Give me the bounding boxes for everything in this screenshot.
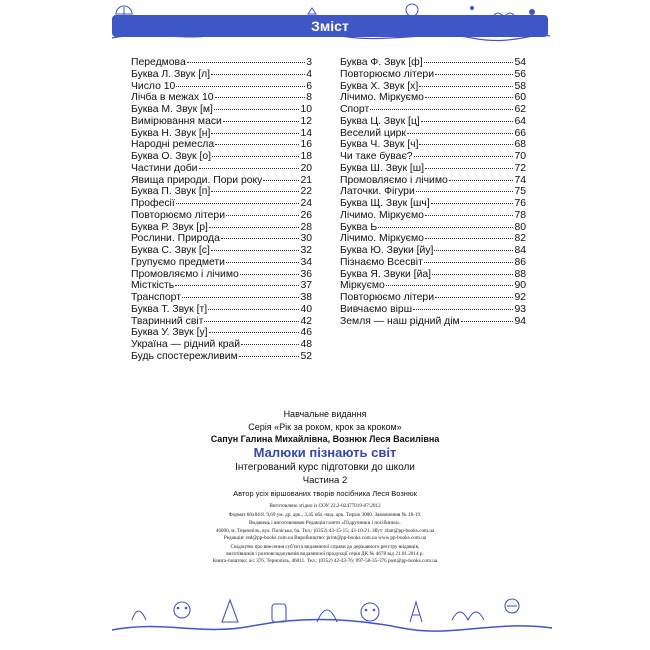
toc-entry xyxy=(131,327,312,339)
toc-column-right xyxy=(340,57,526,327)
toc-leader-dots xyxy=(223,121,300,122)
toc-entry-title: Буква П. Звук [п] xyxy=(131,186,211,198)
toc-leader-dots xyxy=(461,321,514,322)
toc-entry-page: 93 xyxy=(514,303,526,315)
toc-entry-title: Повторюємо літери xyxy=(340,292,435,303)
toc-leader-dots xyxy=(424,62,514,63)
series-name: Серія «Рік за роком, крок за кроком» xyxy=(248,422,402,432)
toc-entry-page: 34 xyxy=(300,256,312,268)
toc-leader-dots xyxy=(208,309,299,310)
toc-leader-dots xyxy=(425,215,514,216)
toc-leader-dots xyxy=(432,274,513,275)
toc-entry xyxy=(340,116,526,128)
toc-entry-page: 48 xyxy=(300,339,312,350)
toc-entry xyxy=(131,316,312,328)
toc-entry-page: 28 xyxy=(300,221,312,233)
toc-entry-title: Повторюємо літери xyxy=(131,209,226,221)
toc-leader-dots xyxy=(214,109,299,110)
toc-entry xyxy=(131,339,312,351)
fine-print-line: Книга-поштою: а/с 376, Тернопіль, 46011. Тел.: (0352) 42-43-76; 097-50-35-376 post@pp-books.com.ua xyxy=(212,558,438,564)
toc-leader-dots xyxy=(241,344,299,345)
fine-print-line: Редакція: red@pp-books.com.ua Виробництво: print@pp-books.com.ua www.pp-books.com.ua xyxy=(223,535,427,541)
toc-entry-page: 78 xyxy=(514,209,526,221)
toc-entry xyxy=(131,222,312,234)
toc-entry-page: 92 xyxy=(514,292,526,303)
toc-leader-dots xyxy=(378,227,513,228)
toc-leader-dots xyxy=(221,238,300,239)
toc-entry-page: 54 xyxy=(514,57,526,68)
toc-entry-title: Буква Ц. Звук [ц] xyxy=(340,115,420,127)
toc-entry-page: 14 xyxy=(300,127,312,139)
fine-print-line: виготівників і розповсюджувачів видавничої продукції серія ДК № 4678 від 21.01.2014 р. xyxy=(226,551,424,557)
toc-entry-page: 12 xyxy=(300,115,312,127)
toc-entry-title: Міркуємо xyxy=(340,280,385,292)
toc-entry-title: Явища природи. Пори року xyxy=(131,174,263,186)
toc-entry-page: 16 xyxy=(300,139,312,151)
toc-entry-title: Лічимо. Міркуємо xyxy=(340,209,424,221)
toc-entry-title: Число 10 xyxy=(131,80,176,92)
toc-entry xyxy=(340,316,526,328)
toc-entry-title: Спорт xyxy=(340,104,370,115)
toc-leader-dots xyxy=(211,74,305,75)
toc-entry-title: Україна — рідний край xyxy=(131,339,241,350)
toc-entry xyxy=(340,81,526,93)
fine-print-line: Виготовлено згідно із СОУ 22.2-02477019-07:2012 xyxy=(269,503,381,509)
toc-leader-dots xyxy=(199,168,300,169)
toc-entry-page: 46 xyxy=(300,327,312,339)
toc-leader-dots xyxy=(414,156,514,157)
toc-entry xyxy=(131,151,312,163)
toc-entry-page: 62 xyxy=(514,104,526,115)
toc-entry xyxy=(131,139,312,151)
toc-leader-dots xyxy=(425,238,514,239)
toc-entry xyxy=(131,292,312,304)
toc-leader-dots xyxy=(175,285,299,286)
toc-entry-title: Буква Ф. Звук [ф] xyxy=(340,57,423,68)
toc-leader-dots xyxy=(209,332,300,333)
toc-entry-page: 70 xyxy=(514,151,526,162)
toc-entry-page: 82 xyxy=(514,233,526,245)
toc-leader-dots xyxy=(211,191,299,192)
toc-entry xyxy=(340,151,526,163)
toc-entry-title: Лічба в межах 10 xyxy=(131,92,214,104)
toc-leader-dots xyxy=(211,133,299,134)
toc-entry-page: 8 xyxy=(306,92,312,104)
toc-entry-page: 40 xyxy=(300,303,312,315)
toc-entry-title: Буква Х. Звук [х] xyxy=(340,80,419,92)
toc-entry-title: Чи таке буває? xyxy=(340,151,413,162)
toc-entry xyxy=(131,233,312,245)
toc-leader-dots xyxy=(215,97,306,98)
toc-leader-dots xyxy=(215,144,299,145)
toc-entry-title: Тваринний світ xyxy=(131,315,204,327)
edition-type: Навчальне видання xyxy=(283,409,367,419)
toc-entry xyxy=(131,198,312,210)
authors: Сапун Галина Михайлівна, Вознюк Леся Василівна xyxy=(210,434,440,444)
toc-entry-title: Буква Н. Звук [н] xyxy=(131,127,211,139)
toc-entry-title: Буква Ч. Звук [ч] xyxy=(340,139,419,151)
toc-entry-title: Місткість xyxy=(131,280,175,292)
book-subtitle: Інтегрований курс підготовки до школи xyxy=(235,462,415,473)
toc-entry-page: 75 xyxy=(514,186,526,198)
toc-leader-dots xyxy=(419,86,513,87)
toc-entry-page: 56 xyxy=(514,68,526,80)
toc-entry-page: 74 xyxy=(514,174,526,186)
toc-entry-page: 32 xyxy=(300,245,312,256)
toc-leader-dots xyxy=(176,203,300,204)
toc-leader-dots xyxy=(240,274,300,275)
toc-entry-title: Латочки. Фігури xyxy=(340,186,415,198)
toc-leader-dots xyxy=(425,97,514,98)
toc-leader-dots xyxy=(431,203,514,204)
toc-entry-title: Лічимо. Міркуємо xyxy=(340,233,424,245)
book-title: Малюки пізнають світ xyxy=(253,445,397,460)
toc-entry-page: 37 xyxy=(300,280,312,292)
toc-entry-page: 42 xyxy=(300,315,312,327)
toc-entry-page: 64 xyxy=(514,115,526,127)
toc-entry-title: Буква Щ. Звук [шч] xyxy=(340,198,430,209)
toc-leader-dots xyxy=(209,227,300,228)
toc-entry xyxy=(340,128,526,140)
toc-leader-dots xyxy=(386,285,514,286)
toc-entry xyxy=(131,128,312,140)
toc-leader-dots xyxy=(204,321,299,322)
toc-leader-dots xyxy=(226,262,299,263)
toc-leader-dots xyxy=(421,121,514,122)
toc-entry-title: Буква С. Звук [с] xyxy=(131,245,210,256)
toc-leader-dots xyxy=(416,191,514,192)
toc-entry xyxy=(340,69,526,81)
toc-entry xyxy=(340,57,526,69)
toc-entry-title: Рослини. Природа xyxy=(131,233,220,245)
toc-entry-title: Земля — наш рідний дім xyxy=(340,315,460,327)
toc-entry xyxy=(131,269,312,281)
toc-entry xyxy=(340,175,526,187)
toc-entry-title: Будь спостережливим xyxy=(131,350,238,362)
toc-entry-title: Лічимо. Міркуємо xyxy=(340,92,424,104)
toc-entry-title: Буква М. Звук [м] xyxy=(131,104,213,115)
toc-entry xyxy=(131,81,312,93)
toc-entry-page: 24 xyxy=(300,198,312,209)
toc-entry-page: 88 xyxy=(514,268,526,280)
toc-leader-dots xyxy=(176,86,305,87)
fine-print-line: 46000, м. Тернопіль, вул. Поліська, 6а. Тел.: (0352) 43-15-15; 43-10-21. Збут: zbut@pp-books.com.ua xyxy=(215,528,435,534)
toc-entry-title: Буква Ш. Звук [ш] xyxy=(340,162,425,174)
toc-entry-title: Буква Ю. Звуки [йу] xyxy=(340,245,434,256)
toc-entry-page: 38 xyxy=(300,292,312,303)
toc-entry-title: Пізнаємо Всесвіт xyxy=(340,256,423,268)
toc-leader-dots xyxy=(211,250,300,251)
poems-author: Автор усіх віршованих творів посібника Леся Вознюк xyxy=(233,489,417,498)
toc-entry-title: Народні ремесла xyxy=(131,139,215,151)
toc-entry xyxy=(131,304,312,316)
toc-entry xyxy=(340,198,526,210)
toc-entry xyxy=(131,104,312,116)
toc-entry xyxy=(131,245,312,257)
toc-entry-title: Промовляємо і лічимо xyxy=(340,174,448,186)
toc-entry-title: Транспорт xyxy=(131,292,181,303)
toc-entry-page: 4 xyxy=(306,68,312,80)
toc-entry xyxy=(340,163,526,175)
fine-print-line: Видавець і виготовлювач Редакція газети «Підручники і посібники». xyxy=(248,520,402,526)
toc-entry-page: 52 xyxy=(300,350,312,362)
toc-entry xyxy=(131,116,312,128)
toc-entry-title: Буква У. Звук [у] xyxy=(131,327,208,339)
toc-entry xyxy=(131,163,312,175)
toc-entry-page: 22 xyxy=(300,186,312,198)
toc-entry-page: 26 xyxy=(300,209,312,221)
toc-leader-dots xyxy=(424,262,514,263)
toc-entry-title: Буква Р. Звук [р] xyxy=(131,221,208,233)
toc-entry-title: Повторюємо літери xyxy=(340,68,435,80)
toc-entry xyxy=(340,210,526,222)
toc-entry-page: 86 xyxy=(514,256,526,268)
toc-entry xyxy=(340,280,526,292)
toc-entry-page: 90 xyxy=(514,280,526,292)
toc-entry xyxy=(340,245,526,257)
toc-entry-page: 3 xyxy=(306,57,312,68)
toc-entry-title: Буква Я. Звуки [йа] xyxy=(340,268,432,280)
toc-entry xyxy=(131,57,312,69)
bottom-ornament xyxy=(112,570,552,640)
toc-entry xyxy=(131,280,312,292)
toc-entry xyxy=(131,257,312,269)
toc-entry-title: Буква О. Звук [о] xyxy=(131,151,212,162)
toc-leader-dots xyxy=(263,180,299,181)
toc-entry xyxy=(340,92,526,104)
toc-entry xyxy=(340,104,526,116)
toc-entry-page: 30 xyxy=(300,233,312,245)
toc-entry xyxy=(131,210,312,222)
page-title: Зміст xyxy=(112,15,548,37)
toc-leader-dots xyxy=(187,62,305,63)
toc-entry-page: 20 xyxy=(300,162,312,174)
toc-entry-page: 72 xyxy=(514,162,526,174)
toc-entry-title: Буква Т. Звук [т] xyxy=(131,303,208,315)
toc-entry-page: 36 xyxy=(300,268,312,280)
toc-leader-dots xyxy=(212,156,299,157)
toc-entry xyxy=(340,139,526,151)
toc-leader-dots xyxy=(413,309,513,310)
toc-leader-dots xyxy=(419,144,513,145)
toc-entry xyxy=(131,351,312,363)
toc-entry-title: Промовляємо і лічимо xyxy=(131,268,239,280)
toc-leader-dots xyxy=(239,356,300,357)
toc-leader-dots xyxy=(435,297,513,298)
toc-entry-page: 21 xyxy=(300,174,312,186)
toc-entry-page: 94 xyxy=(514,315,526,327)
toc-leader-dots xyxy=(434,250,513,251)
toc-leader-dots xyxy=(449,180,514,181)
toc-entry-title: Буква Л. Звук [л] xyxy=(131,68,211,80)
toc-leader-dots xyxy=(370,109,513,110)
toc-entry-page: 10 xyxy=(300,104,312,115)
toc-entry-page: 80 xyxy=(514,221,526,233)
toc-entry-page: 18 xyxy=(300,151,312,162)
toc-entry-page: 84 xyxy=(514,245,526,256)
toc-leader-dots xyxy=(425,168,513,169)
toc-entry-page: 68 xyxy=(514,139,526,151)
toc-entry xyxy=(131,92,312,104)
toc-entry xyxy=(340,233,526,245)
toc-entry-page: 6 xyxy=(306,80,312,92)
toc-entry-title: Веселий цирк xyxy=(340,127,406,139)
fine-print-line: Свідоцтво про внесення суб'єкта видавничої справи до державного реєстру видавців, xyxy=(230,544,420,550)
toc-entry xyxy=(340,269,526,281)
toc-entry-title: Групуємо предмети xyxy=(131,256,225,268)
toc-leader-dots xyxy=(407,133,513,134)
toc-entry xyxy=(340,186,526,198)
toc-entry xyxy=(340,292,526,304)
toc-entry-title: Передмова xyxy=(131,57,186,68)
toc-entry xyxy=(131,175,312,187)
toc-entry-page: 76 xyxy=(514,198,526,209)
toc-entry-page: 60 xyxy=(514,92,526,104)
toc-entry xyxy=(340,304,526,316)
toc-column-left xyxy=(131,57,312,363)
toc-entry-title: Частини доби xyxy=(131,162,198,174)
toc-entry xyxy=(131,69,312,81)
toc-entry xyxy=(340,257,526,269)
toc-leader-dots xyxy=(182,297,299,298)
toc-entry-title: Професії xyxy=(131,198,175,209)
book-part: Частина 2 xyxy=(302,475,348,486)
toc-entry-page: 66 xyxy=(514,127,526,139)
fine-print-line: Формат 60х84/8. 9,69 ум. др. арк., 3,45 обл.-вид. арк. Тираж 3000. Замовлення № 18-19. xyxy=(228,512,422,518)
toc-entry-title: Вивчаємо вірш xyxy=(340,303,413,315)
toc-leader-dots xyxy=(435,74,513,75)
toc-entry xyxy=(340,222,526,234)
toc-entry-title: Вимірювання маси xyxy=(131,115,222,127)
toc-entry xyxy=(131,186,312,198)
toc-entry-page: 58 xyxy=(514,80,526,92)
toc-entry-title: Буква Ь xyxy=(340,221,378,233)
toc-leader-dots xyxy=(226,215,299,216)
